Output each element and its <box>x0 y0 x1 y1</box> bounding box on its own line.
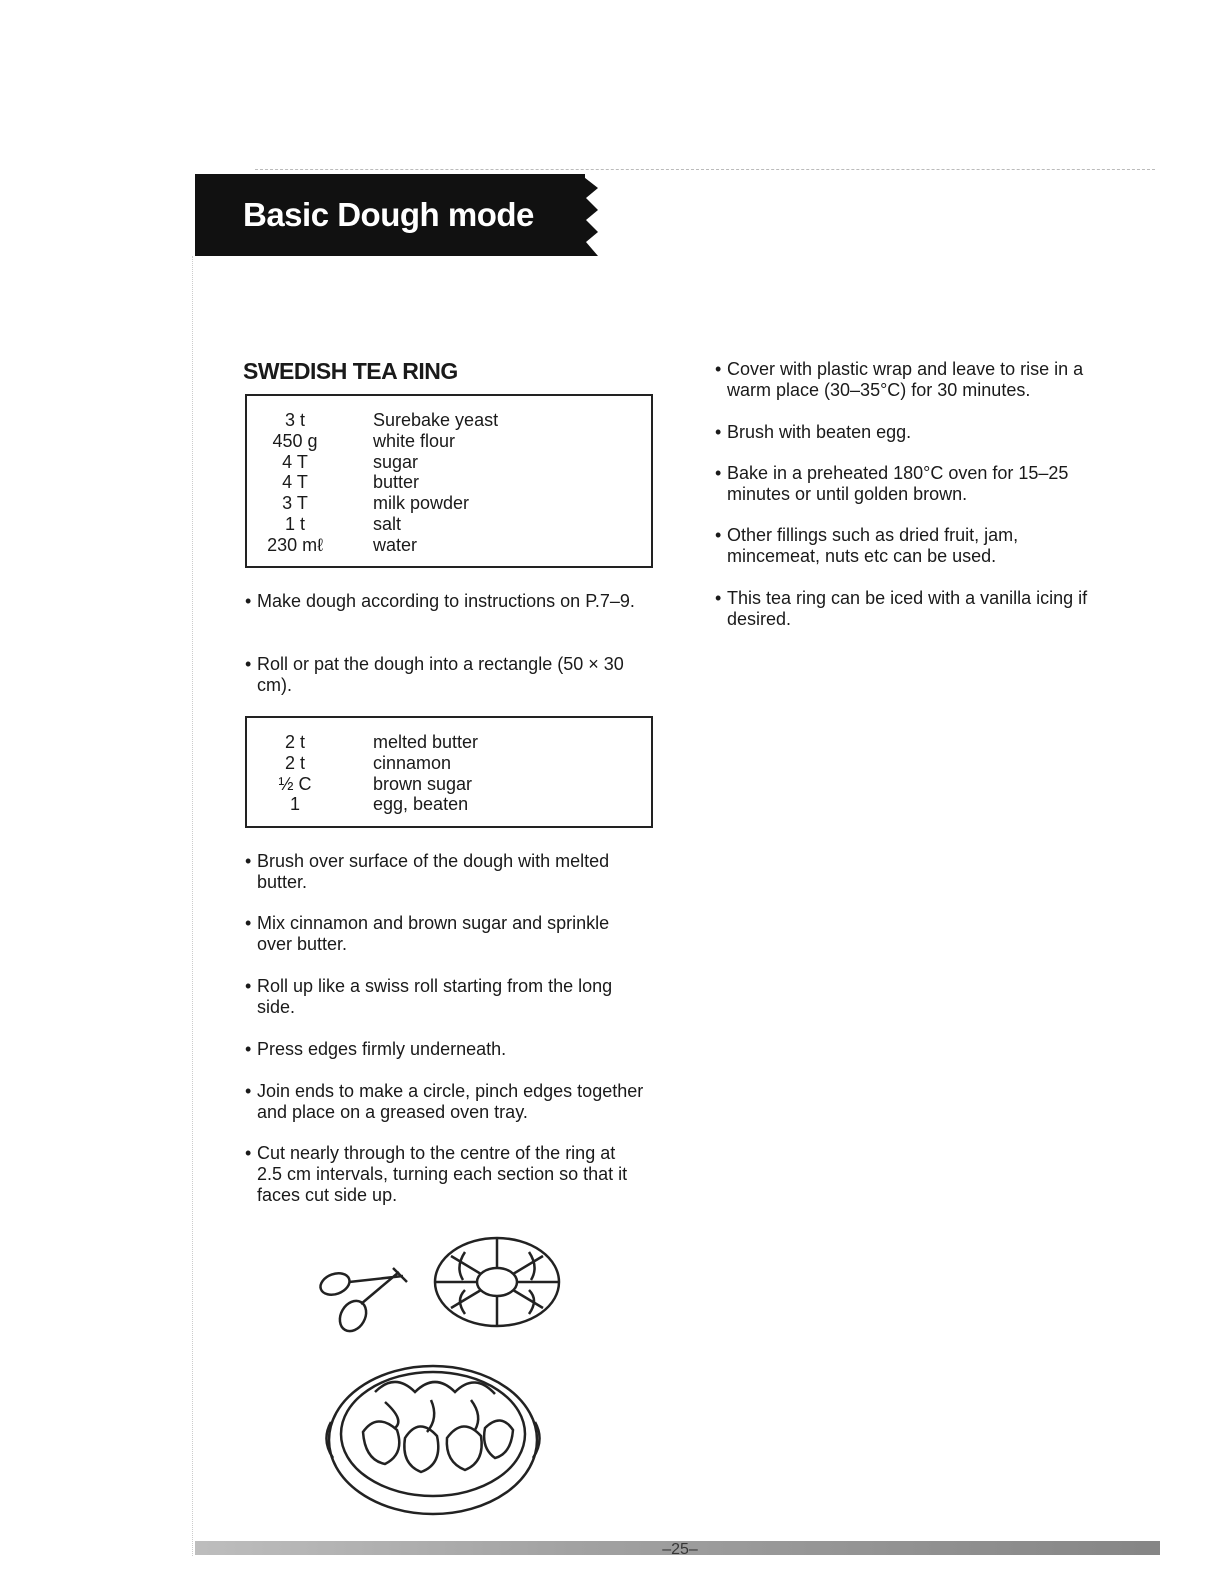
instruction-step <box>715 525 1105 567</box>
ingredient-row <box>247 535 651 556</box>
step-text: Roll or pat the dough into a rectangle (50 × 30 cm). <box>257 654 624 695</box>
ingredient-name: Surebake yeast <box>373 410 499 430</box>
instruction-step <box>715 359 1105 401</box>
instruction-step <box>245 913 645 955</box>
bullet-icon: • <box>245 654 252 674</box>
ring-on-tray-icon <box>326 1366 539 1514</box>
instruction-step <box>245 591 645 612</box>
bullet-icon: • <box>715 463 722 483</box>
ingredient-name: cinnamon <box>373 752 452 773</box>
instruction-step <box>245 654 645 696</box>
ingredient-qty: 2 t <box>284 732 305 752</box>
bullet-icon: • <box>245 976 252 996</box>
instruction-step <box>245 851 645 893</box>
ingredient-qty: 4 T <box>282 472 308 493</box>
bullet-icon: • <box>715 588 722 608</box>
ingredient-row <box>247 452 651 473</box>
step-text: Bake in a preheated 180°C oven for 15–25 minutes or until golden brown. <box>727 463 1069 504</box>
step-text: Join ends to make a circle, pinch edges together and place on a greased oven tray. <box>257 1081 644 1122</box>
ingredient-name: salt <box>373 513 402 534</box>
instruction-step <box>245 1039 645 1060</box>
ingredient-qty: 1 t <box>284 513 305 534</box>
bullet-icon: • <box>715 525 722 545</box>
step-text: Other fillings such as dried fruit, jam, mincemeat, nuts etc can be used. <box>727 525 1019 566</box>
instruction-step <box>715 463 1105 505</box>
recipe-title: SWEDISH TEA RING <box>243 358 458 384</box>
margin-rule <box>192 256 193 1556</box>
ingredient-qty: 4 T <box>282 451 308 472</box>
step-text: Brush with beaten egg. <box>727 422 912 442</box>
instruction-step <box>715 588 1105 630</box>
ingredient-name: brown sugar <box>373 773 473 794</box>
instruction-step <box>245 976 645 1018</box>
ingredients-main-box <box>245 394 653 568</box>
instruction-step <box>245 1081 645 1123</box>
section-title: Basic Dough mode <box>243 196 534 233</box>
ingredient-row <box>247 514 651 535</box>
ingredient-name: sugar <box>373 451 419 472</box>
bullet-icon: • <box>715 422 722 442</box>
ingredient-row <box>247 472 651 493</box>
tea-ring-illustration <box>315 1232 575 1522</box>
bullet-icon: • <box>245 1039 252 1059</box>
step-text: Make dough according to instructions on P.7–9. <box>257 591 635 611</box>
ingredient-qty: 3 T <box>282 493 308 514</box>
banner-notch <box>580 174 598 256</box>
header-rule <box>255 169 1155 170</box>
ingredient-name: egg, beaten <box>373 794 469 815</box>
step-text: Cover with plastic wrap and leave to rise in a warm place (30–35°C) for 30 minutes. <box>727 359 1084 400</box>
ingredient-row <box>247 774 651 795</box>
ring-top-view-icon <box>435 1238 559 1326</box>
scissors-icon <box>317 1268 407 1336</box>
ingredient-name: melted butter <box>373 732 479 752</box>
ingredient-qty: 3 t <box>284 410 305 430</box>
ingredient-row <box>247 410 651 431</box>
ingredient-row <box>247 493 651 514</box>
step-text: This tea ring can be iced with a vanilla icing if desired. <box>727 588 1088 629</box>
ingredient-row <box>247 732 651 753</box>
step-text: Mix cinnamon and brown sugar and sprinkle over butter. <box>257 913 610 954</box>
bullet-icon: • <box>245 591 252 611</box>
ingredient-name: white flour <box>373 430 456 451</box>
bullet-icon: • <box>245 1143 252 1163</box>
ingredient-qty: 1 <box>289 794 300 815</box>
step-text: Roll up like a swiss roll starting from the long side. <box>257 976 613 1017</box>
step-text: Cut nearly through to the centre of the ring at 2.5 cm intervals, turning each section so that it faces cut side up. <box>257 1143 628 1205</box>
bullet-icon: • <box>245 913 252 933</box>
step-text: Brush over surface of the dough with melted butter. <box>257 851 610 892</box>
ingredient-row <box>247 753 651 774</box>
ingredient-name: butter <box>373 472 420 493</box>
ingredient-name: milk powder <box>373 493 470 514</box>
ingredient-qty: 230 mℓ <box>267 534 323 555</box>
ingredient-row <box>247 431 651 452</box>
instruction-step <box>245 1143 645 1206</box>
ingredients-filling-box <box>245 716 653 828</box>
bullet-icon: • <box>715 359 722 379</box>
ingredient-row <box>247 794 651 815</box>
ingredient-name: water <box>373 534 418 555</box>
ingredient-qty: 450 g <box>272 430 318 451</box>
bullet-icon: • <box>245 851 252 871</box>
ingredient-qty: 2 t <box>284 752 305 773</box>
step-text: Press edges firmly underneath. <box>257 1039 507 1059</box>
ingredient-qty: ½ C <box>278 773 312 794</box>
bullet-icon: • <box>245 1081 252 1101</box>
instruction-step <box>715 422 1105 443</box>
scan-edge-bar <box>195 1541 1160 1555</box>
